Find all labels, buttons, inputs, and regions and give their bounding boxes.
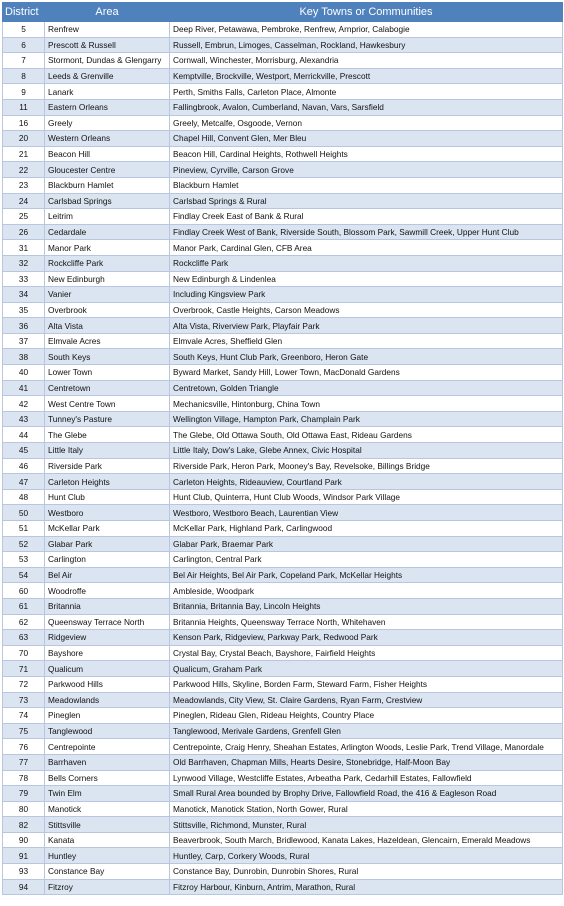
- cell-area: Manor Park: [45, 240, 170, 256]
- cell-district: 61: [3, 598, 45, 614]
- cell-area: Ridgeview: [45, 630, 170, 646]
- cell-district: 94: [3, 879, 45, 895]
- cell-area: Twin Elm: [45, 786, 170, 802]
- table-row: [3, 552, 563, 568]
- cell-district: 75: [3, 723, 45, 739]
- cell-area: Bayshore: [45, 645, 170, 661]
- table-row: [3, 723, 563, 739]
- cell-area: Britannia: [45, 598, 170, 614]
- cell-district: 50: [3, 505, 45, 521]
- cell-district: 31: [3, 240, 45, 256]
- cell-communities: Fallingbrook, Avalon, Cumberland, Navan, Vars, Sarsfield: [170, 99, 563, 115]
- cell-communities: Stittsville, Richmond, Munster, Rural: [170, 817, 563, 833]
- cell-district: 52: [3, 536, 45, 552]
- cell-communities: Overbrook, Castle Heights, Carson Meadows: [170, 302, 563, 318]
- cell-district: 46: [3, 458, 45, 474]
- table-row: [3, 879, 563, 895]
- cell-area: Beacon Hill: [45, 146, 170, 162]
- table-row: [3, 536, 563, 552]
- cell-area: The Glebe: [45, 427, 170, 443]
- cell-area: Western Orleans: [45, 131, 170, 147]
- cell-communities: Kemptville, Brockville, Westport, Merrickville, Prescott: [170, 68, 563, 84]
- table-row: [3, 146, 563, 162]
- table-row: [3, 427, 563, 443]
- cell-district: 48: [3, 489, 45, 505]
- cell-communities: Lynwood Village, Westcliffe Estates, Arbeatha Park, Cedarhill Estates, Fallowfield: [170, 770, 563, 786]
- table-row: [3, 271, 563, 287]
- table-header: [3, 3, 563, 22]
- table-row: [3, 411, 563, 427]
- table-row: [3, 333, 563, 349]
- table-row: [3, 255, 563, 271]
- table-row: [3, 692, 563, 708]
- cell-area: Stormont, Dundas & Glengarry: [45, 53, 170, 69]
- cell-area: Prescott & Russell: [45, 37, 170, 53]
- cell-district: 47: [3, 474, 45, 490]
- cell-area: Parkwood Hills: [45, 676, 170, 692]
- cell-communities: The Glebe, Old Ottawa South, Old Ottawa East, Rideau Gardens: [170, 427, 563, 443]
- cell-communities: Beaverbrook, South March, Bridlewood, Kanata Lakes, Hazeldean, Glencairn, Emerald Meadows: [170, 832, 563, 848]
- cell-communities: Riverside Park, Heron Park, Mooney's Bay, Revelsoke, Billings Bridge: [170, 458, 563, 474]
- cell-district: 23: [3, 177, 45, 193]
- cell-area: Leeds & Grenville: [45, 68, 170, 84]
- cell-district: 11: [3, 99, 45, 115]
- cell-communities: Bel Air Heights, Bel Air Park, Copeland Park, McKellar Heights: [170, 567, 563, 583]
- cell-communities: Huntley, Carp, Corkery Woods, Rural: [170, 848, 563, 864]
- cell-district: 82: [3, 817, 45, 833]
- table-row: [3, 193, 563, 209]
- table-row: [3, 131, 563, 147]
- cell-area: Little Italy: [45, 443, 170, 459]
- table-row: [3, 505, 563, 521]
- cell-communities: Crystal Bay, Crystal Beach, Bayshore, Fairfield Heights: [170, 645, 563, 661]
- cell-communities: Glabar Park, Braemar Park: [170, 536, 563, 552]
- cell-communities: Greely, Metcalfe, Osgoode, Vernon: [170, 115, 563, 131]
- cell-district: 91: [3, 848, 45, 864]
- table-row: [3, 302, 563, 318]
- cell-communities: Alta Vista, Riverview Park, Playfair Park: [170, 318, 563, 334]
- cell-communities: Constance Bay, Dunrobin, Dunrobin Shores, Rural: [170, 864, 563, 880]
- cell-area: Gloucester Centre: [45, 162, 170, 178]
- header-key-towns: Key Towns or Communities: [170, 3, 563, 22]
- cell-area: Centrepointe: [45, 739, 170, 755]
- table-row: [3, 864, 563, 880]
- cell-area: Rockcliffe Park: [45, 255, 170, 271]
- cell-area: Lower Town: [45, 365, 170, 381]
- cell-area: Carlsbad Springs: [45, 193, 170, 209]
- cell-area: Vanier: [45, 287, 170, 303]
- cell-communities: Carlsbad Springs & Rural: [170, 193, 563, 209]
- table-row: [3, 380, 563, 396]
- cell-district: 25: [3, 209, 45, 225]
- table-row: [3, 115, 563, 131]
- cell-area: Greely: [45, 115, 170, 131]
- cell-district: 42: [3, 396, 45, 412]
- cell-communities: Byward Market, Sandy Hill, Lower Town, MacDonald Gardens: [170, 365, 563, 381]
- cell-communities: Little Italy, Dow's Lake, Glebe Annex, Civic Hospital: [170, 443, 563, 459]
- table-row: [3, 614, 563, 630]
- cell-district: 22: [3, 162, 45, 178]
- districts-table: [2, 2, 563, 895]
- cell-communities: Britannia, Britannia Bay, Lincoln Heights: [170, 598, 563, 614]
- cell-communities: Old Barrhaven, Chapman Mills, Hearts Desire, Stonebridge, Half-Moon Bay: [170, 754, 563, 770]
- cell-communities: Ambleside, Woodpark: [170, 583, 563, 599]
- cell-communities: Fitzroy Harbour, Kinburn, Antrim, Marathon, Rural: [170, 879, 563, 895]
- cell-communities: McKellar Park, Highland Park, Carlingwood: [170, 521, 563, 537]
- table-row: [3, 162, 563, 178]
- table-row: [3, 645, 563, 661]
- cell-area: Riverside Park: [45, 458, 170, 474]
- cell-area: Bel Air: [45, 567, 170, 583]
- table-row: [3, 209, 563, 225]
- cell-communities: Qualicum, Graham Park: [170, 661, 563, 677]
- cell-area: Woodroffe: [45, 583, 170, 599]
- cell-district: 33: [3, 271, 45, 287]
- table-row: [3, 848, 563, 864]
- table-row: [3, 443, 563, 459]
- table-row: [3, 84, 563, 100]
- table-row: [3, 708, 563, 724]
- cell-area: Glabar Park: [45, 536, 170, 552]
- cell-area: Huntley: [45, 848, 170, 864]
- cell-district: 34: [3, 287, 45, 303]
- table-row: [3, 786, 563, 802]
- cell-district: 38: [3, 349, 45, 365]
- cell-area: South Keys: [45, 349, 170, 365]
- cell-area: Manotick: [45, 801, 170, 817]
- cell-communities: Centrepointe, Craig Henry, Sheahan Estates, Arlington Woods, Leslie Park, Trend Village, Manordale: [170, 739, 563, 755]
- cell-district: 62: [3, 614, 45, 630]
- cell-area: Qualicum: [45, 661, 170, 677]
- cell-area: Carleton Heights: [45, 474, 170, 490]
- cell-district: 93: [3, 864, 45, 880]
- table-row: [3, 22, 563, 38]
- cell-communities: Cornwall, Winchester, Morrisburg, Alexandria: [170, 53, 563, 69]
- cell-district: 77: [3, 754, 45, 770]
- cell-district: 51: [3, 521, 45, 537]
- cell-communities: Findlay Creek West of Bank, Riverside South, Blossom Park, Sawmill Creek, Upper Hunt Club: [170, 224, 563, 240]
- cell-communities: Mechanicsville, Hintonburg, China Town: [170, 396, 563, 412]
- cell-area: Constance Bay: [45, 864, 170, 880]
- cell-district: 41: [3, 380, 45, 396]
- table-body: [3, 22, 563, 895]
- cell-area: Meadowlands: [45, 692, 170, 708]
- cell-area: Kanata: [45, 832, 170, 848]
- cell-communities: Elmvale Acres, Sheffield Glen: [170, 333, 563, 349]
- cell-area: McKellar Park: [45, 521, 170, 537]
- cell-district: 76: [3, 739, 45, 755]
- cell-communities: Wellington Village, Hampton Park, Champlain Park: [170, 411, 563, 427]
- cell-area: Bells Corners: [45, 770, 170, 786]
- cell-district: 37: [3, 333, 45, 349]
- cell-district: 9: [3, 84, 45, 100]
- cell-district: 45: [3, 443, 45, 459]
- cell-district: 80: [3, 801, 45, 817]
- cell-communities: Carleton Heights, Rideauview, Courtland Park: [170, 474, 563, 490]
- cell-area: New Edinburgh: [45, 271, 170, 287]
- cell-district: 72: [3, 676, 45, 692]
- cell-district: 32: [3, 255, 45, 271]
- header-row: [3, 3, 563, 22]
- table-row: [3, 287, 563, 303]
- cell-area: Barrhaven: [45, 754, 170, 770]
- table-row: [3, 801, 563, 817]
- cell-communities: Hunt Club, Quinterra, Hunt Club Woods, Windsor Park Village: [170, 489, 563, 505]
- cell-communities: Chapel Hill, Convent Glen, Mer Bleu: [170, 131, 563, 147]
- cell-district: 70: [3, 645, 45, 661]
- table-row: [3, 99, 563, 115]
- cell-area: Centretown: [45, 380, 170, 396]
- table-row: [3, 521, 563, 537]
- header-district: District: [3, 3, 45, 22]
- cell-district: 60: [3, 583, 45, 599]
- cell-communities: Including Kingsview Park: [170, 287, 563, 303]
- cell-district: 6: [3, 37, 45, 53]
- cell-area: Queensway Terrace North: [45, 614, 170, 630]
- table-row: [3, 770, 563, 786]
- cell-district: 74: [3, 708, 45, 724]
- table-row: [3, 817, 563, 833]
- cell-communities: Deep River, Petawawa, Pembroke, Renfrew, Arnprior, Calabogie: [170, 22, 563, 38]
- cell-district: 54: [3, 567, 45, 583]
- header-area: Area: [45, 3, 170, 22]
- cell-communities: Small Rural Area bounded by Brophy Drive, Fallowfield Road, the 416 & Eagleson Road: [170, 786, 563, 802]
- table-row: [3, 739, 563, 755]
- cell-district: 40: [3, 365, 45, 381]
- cell-district: 20: [3, 131, 45, 147]
- table-row: [3, 37, 563, 53]
- cell-communities: Rockcliffe Park: [170, 255, 563, 271]
- table-row: [3, 676, 563, 692]
- cell-area: Stittsville: [45, 817, 170, 833]
- table-row: [3, 489, 563, 505]
- cell-area: Tunney's Pasture: [45, 411, 170, 427]
- table-row: [3, 349, 563, 365]
- cell-district: 24: [3, 193, 45, 209]
- cell-communities: Findlay Creek East of Bank & Rural: [170, 209, 563, 225]
- cell-district: 78: [3, 770, 45, 786]
- cell-area: Fitzroy: [45, 879, 170, 895]
- table-row: [3, 754, 563, 770]
- table-row: [3, 567, 563, 583]
- cell-district: 8: [3, 68, 45, 84]
- table-row: [3, 458, 563, 474]
- table-row: [3, 661, 563, 677]
- table-row: [3, 224, 563, 240]
- cell-district: 71: [3, 661, 45, 677]
- cell-communities: Pineglen, Rideau Glen, Rideau Heights, Country Place: [170, 708, 563, 724]
- cell-area: Overbrook: [45, 302, 170, 318]
- cell-communities: Carlington, Central Park: [170, 552, 563, 568]
- cell-area: Blackburn Hamlet: [45, 177, 170, 193]
- cell-communities: Britannia Heights, Queensway Terrace North, Whitehaven: [170, 614, 563, 630]
- cell-area: Eastern Orleans: [45, 99, 170, 115]
- cell-area: West Centre Town: [45, 396, 170, 412]
- table-row: [3, 53, 563, 69]
- table-row: [3, 630, 563, 646]
- cell-district: 5: [3, 22, 45, 38]
- cell-area: Westboro: [45, 505, 170, 521]
- cell-district: 44: [3, 427, 45, 443]
- cell-communities: Blackburn Hamlet: [170, 177, 563, 193]
- cell-communities: Kenson Park, Ridgeview, Parkway Park, Redwood Park: [170, 630, 563, 646]
- table-row: [3, 583, 563, 599]
- table-row: [3, 365, 563, 381]
- cell-area: Lanark: [45, 84, 170, 100]
- cell-district: 73: [3, 692, 45, 708]
- table-row: [3, 68, 563, 84]
- cell-communities: Tanglewood, Merivale Gardens, Grenfell Glen: [170, 723, 563, 739]
- cell-area: Pineglen: [45, 708, 170, 724]
- cell-district: 16: [3, 115, 45, 131]
- cell-communities: Meadowlands, City View, St. Claire Gardens, Ryan Farm, Crestview: [170, 692, 563, 708]
- cell-district: 79: [3, 786, 45, 802]
- cell-district: 21: [3, 146, 45, 162]
- table-row: [3, 240, 563, 256]
- cell-district: 53: [3, 552, 45, 568]
- cell-area: Carlington: [45, 552, 170, 568]
- cell-area: Renfrew: [45, 22, 170, 38]
- cell-area: Tanglewood: [45, 723, 170, 739]
- table-row: [3, 474, 563, 490]
- cell-communities: South Keys, Hunt Club Park, Greenboro, Heron Gate: [170, 349, 563, 365]
- cell-area: Cedardale: [45, 224, 170, 240]
- cell-communities: Centretown, Golden Triangle: [170, 380, 563, 396]
- cell-communities: Manotick, Manotick Station, North Gower, Rural: [170, 801, 563, 817]
- table-row: [3, 318, 563, 334]
- cell-district: 26: [3, 224, 45, 240]
- cell-area: Hunt Club: [45, 489, 170, 505]
- table-row: [3, 396, 563, 412]
- table-row: [3, 177, 563, 193]
- cell-communities: Perth, Smiths Falls, Carleton Place, Almonte: [170, 84, 563, 100]
- cell-communities: Westboro, Westboro Beach, Laurentian View: [170, 505, 563, 521]
- cell-district: 63: [3, 630, 45, 646]
- cell-communities: New Edinburgh & Lindenlea: [170, 271, 563, 287]
- cell-area: Elmvale Acres: [45, 333, 170, 349]
- cell-area: Alta Vista: [45, 318, 170, 334]
- cell-communities: Russell, Embrun, Limoges, Casselman, Rockland, Hawkesbury: [170, 37, 563, 53]
- cell-communities: Pineview, Cyrville, Carson Grove: [170, 162, 563, 178]
- cell-district: 43: [3, 411, 45, 427]
- cell-district: 36: [3, 318, 45, 334]
- cell-district: 90: [3, 832, 45, 848]
- table-row: [3, 832, 563, 848]
- cell-communities: Beacon Hill, Cardinal Heights, Rothwell Heights: [170, 146, 563, 162]
- cell-area: Leitrim: [45, 209, 170, 225]
- cell-district: 7: [3, 53, 45, 69]
- cell-communities: Manor Park, Cardinal Glen, CFB Area: [170, 240, 563, 256]
- cell-communities: Parkwood Hills, Skyline, Borden Farm, Steward Farm, Fisher Heights: [170, 676, 563, 692]
- cell-district: 35: [3, 302, 45, 318]
- table-row: [3, 598, 563, 614]
